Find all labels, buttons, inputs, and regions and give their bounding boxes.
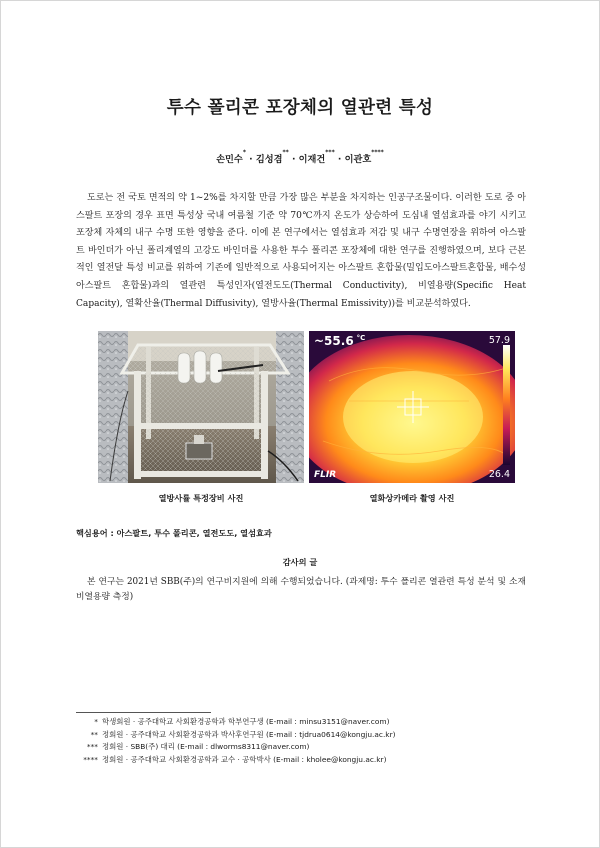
camera-brand-logo: FLIR [314, 470, 337, 480]
scale-max: 57.9 [488, 335, 510, 346]
footnote-mark: ** [90, 729, 98, 739]
footnote [76, 729, 396, 742]
abstract: 도로는 전 국토 면적의 약 1~2%를 차지할 만큼 가장 많은 부분을 차지하는 인공구조물이다. 이러한 도로 중 아스팔트 포장의 경우 표면 특성상 국내 여름철 기준 약 70℃까지 온도가 상승하여 도심내 열섬효과를 야기 시키고 포장체 자체의 내구 수명 또한 영향을 준다. 이에 본 연구에서는 열섬효과 저감 및 내구 수명연장을 위하여 아스팔트 바인더가 아닌 폴리계열의 고강도 바인더를 사용한 투수 폴리콘 포장체에 대한 연구를 진행하였으며, 보다 근본적인 열전달 특성 비교를 위하여 기존에 일반적으로 사용되어지는 아스팔트 혼합물(밀입도아스팔트혼합물, 배수성 아스팔트 혼합물)과의 열관련 특성인자(열전도도(Thermal Conductivity), 비열용량(Specific Heat Capacity), 열확산율(Thermal Diffusivity), 열방사율(Thermal Emissivity))를 비교분석하였다. [76, 193, 526, 309]
author-name: 김성겸 [255, 154, 283, 165]
footnote-mark: *** [86, 742, 98, 752]
footnote-text: 정회원 · 공주대학교 사회환경공학과 교수 · 공학박사 (E-mail : kholee@kongju.ac.kr) [102, 754, 387, 764]
author-separator: · [334, 154, 345, 165]
author-mark: *** [325, 149, 335, 156]
author-list [0, 151, 600, 165]
footnote [76, 741, 396, 754]
acknowledgement-title: 감사의 글 [282, 557, 318, 567]
thermal-image [309, 331, 515, 483]
author-separator: · [288, 154, 299, 165]
author-mark: * [242, 149, 246, 156]
figure-caption-left: 열방사률 특정장비 사진 [158, 493, 244, 503]
spot-temp-value: ~55.6 [314, 334, 354, 348]
footnote-text: 정회원 · SBB(주) 대리 (E-mail : dlworms8311@naver.com) [102, 742, 310, 752]
footnote [76, 754, 396, 767]
keywords: 핵심용어 : 아스팔트, 투수 폴리콘, 열전도도, 열섬효과 [76, 528, 272, 538]
footnote-divider [76, 712, 211, 713]
footnote-text: 정회원 · 공주대학교 사회환경공학과 박사후연구원 (E-mail : tjdrua0614@kongju.ac.kr) [102, 729, 396, 739]
footnote-text: 학생회원 · 공주대학교 사회환경공학과 학부연구생 (E-mail : minsu3151@naver.com) [102, 717, 390, 726]
figure-caption-right: 열화상카메라 촬영 사진 [369, 493, 455, 503]
spot-temperature [314, 334, 365, 348]
author-name: 이관호 [344, 154, 372, 165]
footnote-mark: **** [83, 754, 98, 764]
temp-unit: °C [356, 334, 366, 342]
author-mark: ** [282, 149, 289, 156]
apparatus-photo [98, 331, 304, 483]
scale-min: 26.4 [488, 469, 510, 480]
author-name: 손민수 [216, 154, 243, 165]
footnote-mark: * [94, 717, 98, 726]
author-mark: **** [371, 149, 384, 156]
acknowledgement-text: 본 연구는 2021년 SBB(주)의 연구비지원에 의해 수행되었습니다. (과제명: 투수 폴리콘 열관련 특성 분석 및 소재 비열용량 측정) [76, 577, 526, 602]
author-name: 이재건 [298, 154, 326, 165]
paper-title: 투수 폴리콘 포장체의 열관련 특성 [166, 98, 434, 118]
footnote [76, 716, 396, 729]
footnotes [76, 716, 396, 766]
author-separator: · [245, 154, 256, 165]
